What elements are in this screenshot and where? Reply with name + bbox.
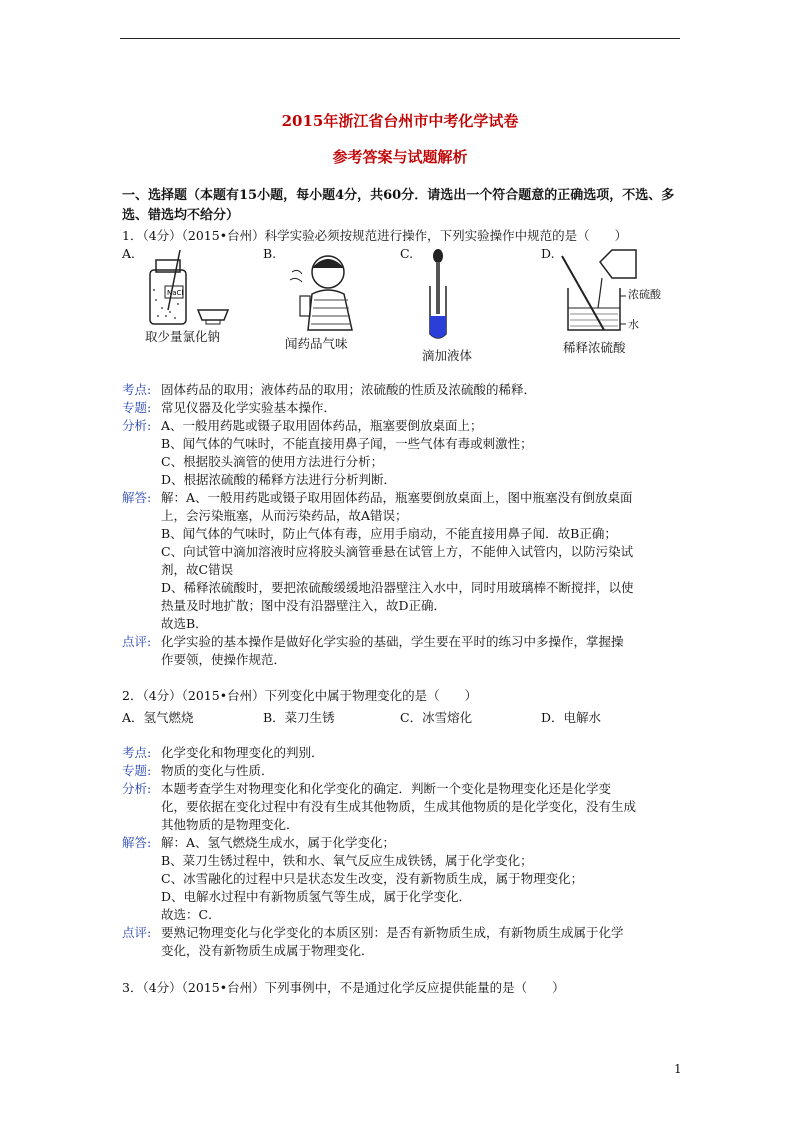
q2-fenxi-line: 化，要依据在变化过程中有没有生成其他物质，生成其他物质的是化学变化，没有生成	[161, 799, 637, 814]
q2-zhuanti: 物质的变化与性质．	[161, 763, 274, 778]
q1-fenxi-label: 分析:	[122, 418, 152, 433]
q1-jieda-line: 解：A、一般用药匙或镊子取用固体药品，瓶塞要倒放桌面上，图中瓶塞没有倒放桌面	[161, 490, 633, 505]
q3-stem: 3．（4分）（2015•台州）下列事例中，不是通过化学反应提供能量的是（ ）	[122, 980, 565, 995]
q1-kaodian-label: 考点:	[122, 382, 152, 397]
q1-fenxi-line: D、根据浓硫酸的稀释方法进行分析判断．	[161, 472, 397, 487]
q2-option-b: B．菜刀生锈	[263, 710, 335, 725]
q2-jieda-line: C、冰雪融化的过程中只是状态发生改变，没有新物质生成，属于物理变化；	[161, 871, 584, 886]
q1-option-a: A.	[122, 246, 136, 261]
q2-option-c: C．冰雪熔化	[400, 710, 473, 725]
figure-a-salt-bottle	[140, 250, 240, 328]
q1-caption-d: 稀释浓硫酸	[563, 340, 626, 355]
exam-title: 2015年浙江省台州市中考化学试卷	[281, 112, 519, 130]
q2-jieda-line: 解：A、氢气燃烧生成水，属于化学变化；	[161, 835, 396, 850]
q1-zhuanti-label: 专题:	[122, 400, 152, 415]
q1-jieda-line: 剂，故C错误	[161, 562, 234, 577]
q2-stem: 2．（4分）（2015•台州）下列变化中属于物理变化的是（ ）	[122, 688, 478, 703]
q1-caption-a: 取少量氯化钠	[145, 329, 221, 344]
q2-kaodian-label: 考点:	[122, 745, 152, 760]
q2-option-d: D．电解水	[541, 710, 602, 725]
figure-d-acid-label: 浓硫酸	[628, 288, 661, 301]
section-heading: 一、选择题（本题有15小题，每小题4分，共60分．请选出一个符合题意的正确选项，不选、多选、错选均不给分）	[122, 188, 675, 223]
q1-dianping-line: 化学实验的基本操作是做好化学实验的基础，学生要在平时的练习中多操作，掌握操	[161, 634, 624, 649]
q1-option-d: D.	[541, 246, 555, 261]
q1-dianping-line: 作要领，使操作规范．	[161, 652, 287, 667]
q1-jieda-line: C、向试管中滴加溶液时应将胶头滴管垂悬在试管上方，不能伸入试管内，以防污染试	[161, 544, 634, 559]
q2-fenxi-label: 分析:	[122, 781, 152, 796]
figure-a-bottle-label: NaCl	[167, 289, 184, 297]
q2-option-a: A．氢气燃烧	[122, 710, 194, 725]
q1-option-c: C.	[400, 246, 414, 261]
q2-jieda-line: B、菜刀生锈过程中，铁和水、氧气反应生成铁锈，属于化学变化；	[161, 853, 533, 868]
q2-dianping-label: 点评:	[122, 925, 152, 940]
q2-dianping-line: 要熟记物理变化与化学变化的本质区别：是否有新物质生成，有新物质生成属于化学	[161, 925, 624, 940]
q1-caption-b: 闻药品气味	[285, 336, 348, 351]
q1-option-b: B.	[263, 246, 277, 261]
header-rule	[120, 38, 680, 39]
q2-fenxi-line: 其他物质的是物理变化．	[161, 817, 299, 832]
q2-jieda-line: 故选：C．	[161, 907, 221, 922]
figure-b-smelling	[282, 250, 372, 335]
q2-dianping-line: 变化，没有新物质生成属于物理变化．	[161, 943, 374, 958]
figure-d-water-label: 水	[628, 318, 639, 331]
q1-jieda-line: D、稀释浓硫酸时，要把浓硫酸缓缓地沿器壁注入水中，同时用玻璃棒不断搅拌，以使	[161, 580, 634, 595]
q1-fenxi-line: B、闻气体的气味时，不能直接用鼻子闻，一些气体有毒或刺激性；	[161, 436, 533, 451]
q1-jieda-line: B、闻气体的气味时，防止气体有毒，应用手扇动，不能直接用鼻子闻．故B正确；	[161, 526, 617, 541]
q1-fenxi-line: A、一般用药匙或镊子取用固体药品，瓶塞要倒放桌面上；	[161, 418, 483, 433]
q1-jieda-label: 解答:	[122, 490, 152, 505]
q1-dianping-label: 点评:	[122, 634, 152, 649]
exam-subtitle: 参考答案与试题解析	[332, 148, 468, 166]
q2-jieda-line: D、电解水过程中有新物质氢气等生成，属于化学变化．	[161, 889, 472, 904]
q2-jieda-label: 解答:	[122, 835, 152, 850]
q1-caption-c: 滴加液体	[422, 348, 473, 363]
q1-jieda-line: 热量及时地扩散；图中没有沿器壁注入，故D正确．	[161, 598, 447, 613]
q1-zhuanti: 常见仪器及化学实验基本操作．	[161, 400, 337, 415]
q1-kaodian: 固体药品的取用；液体药品的取用；浓硫酸的性质及浓硫酸的稀释．	[161, 382, 537, 397]
q2-fenxi-line: 本题考查学生对物理变化和化学变化的确定．判断一个变化是物理变化还是化学变	[161, 781, 612, 796]
figure-c-dropper	[418, 246, 458, 346]
q2-kaodian: 化学变化和物理变化的判别．	[161, 745, 324, 760]
page-number: 1	[674, 1062, 682, 1076]
q1-jieda-line: 上，会污染瓶塞，从而污染药品，故A错误；	[161, 508, 408, 523]
q1-jieda-line: 故选B．	[161, 616, 208, 631]
q1-stem: 1．（4分）（2015•台州）科学实验必须按规范进行操作，下列实验操作中规范的是（ ）	[122, 228, 628, 243]
q1-fenxi-line: C、根据胶头滴管的使用方法进行分析；	[161, 454, 384, 469]
q2-zhuanti-label: 专题:	[122, 763, 152, 778]
